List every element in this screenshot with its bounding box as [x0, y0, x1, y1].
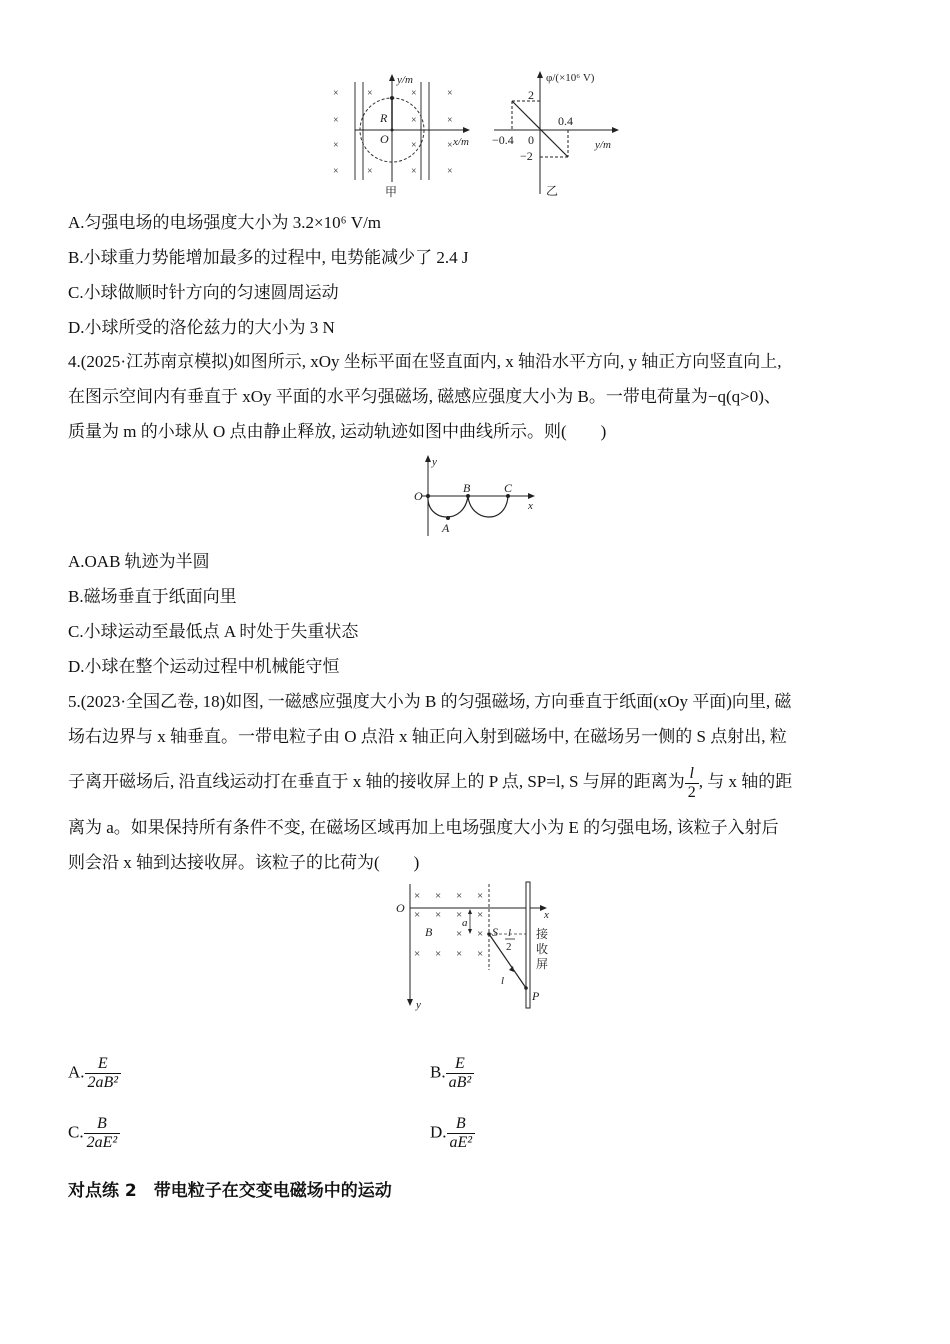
x-axis-label: x/m [453, 136, 469, 148]
tick-0.4: 0.4 [558, 114, 573, 128]
cross-mark: × [414, 890, 421, 902]
option-prefix: B. [430, 1062, 446, 1082]
figure-yi [488, 68, 638, 200]
cross-mark: × [447, 140, 453, 151]
point-o-label: O [414, 489, 423, 503]
figure-caption: 甲 [385, 185, 398, 199]
tick-0: 0 [528, 133, 534, 147]
cross-mark: × [367, 166, 373, 177]
q4-stem-line-3: 质量为 m 的小球从 O 点由静止释放, 运动轨迹如图中曲线所示。则( ) [68, 422, 607, 441]
q5-line3-text-a: 子离开磁场后, 沿直线运动打在垂直于 x 轴的接收屏上的 P 点, SP=l, S 与屏的距离为 [68, 772, 685, 791]
figure-caption: 乙 [546, 184, 559, 198]
y-axis-label: y/m [595, 139, 611, 151]
fraction-denominator: aE² [447, 1133, 476, 1152]
q4-option-b: B.磁场垂直于纸面向里 [68, 587, 237, 606]
cross-mark: × [411, 166, 417, 177]
q5-option-d [430, 1115, 475, 1152]
option-fraction [84, 1115, 121, 1152]
q3-option-d: D.小球所受的洛伦兹力的大小为 3 N [68, 318, 335, 337]
cross-mark: × [414, 948, 421, 960]
cross-mark: × [333, 166, 339, 177]
y-axis-label: y [416, 999, 421, 1011]
cross-mark: × [411, 115, 417, 126]
tick-neg0.4: −0.4 [492, 133, 514, 147]
section-heading: 对点练 2 带电粒子在交变电磁场中的运动 [68, 1181, 392, 1201]
fraction-numerator: E [454, 1055, 465, 1072]
option-fraction [85, 1055, 122, 1092]
fraction-numerator: B [96, 1115, 107, 1132]
q5-option-b [430, 1055, 474, 1092]
cross-mark: × [477, 948, 484, 960]
y-axis-label: y/m [397, 74, 413, 86]
tick-neg2: −2 [520, 149, 533, 163]
figure-q5-field-screen [392, 880, 562, 1012]
screen-label-char: 屏 [536, 957, 549, 971]
cross-mark: × [477, 890, 484, 902]
tick-2: 2 [528, 88, 534, 102]
option-prefix: C. [68, 1122, 84, 1142]
cross-mark: × [447, 166, 453, 177]
cross-mark: × [456, 928, 463, 940]
q5-stem-line-4: 离为 a。如果保持所有条件不变, 在磁场区域再加上电场强度大小为 E 的匀强电场, 该粒子入射后 [68, 818, 779, 837]
cross-mark: × [435, 948, 442, 960]
fraction-l-over-2 [685, 765, 699, 802]
x-axis-label: x [544, 909, 549, 921]
option-prefix: D. [430, 1122, 447, 1142]
cross-mark: × [414, 909, 421, 921]
figure-q4-trajectory [408, 452, 548, 538]
screen-label-char: 收 [536, 942, 549, 956]
field-b-label: B [425, 925, 433, 939]
cross-mark: × [456, 909, 463, 921]
cross-mark: × [411, 88, 417, 99]
q5-stem-line-3 [68, 762, 792, 802]
point-s-label: S [492, 925, 498, 939]
fraction-numerator: E [97, 1055, 108, 1072]
cross-mark: × [447, 115, 453, 126]
y-axis-label: y [432, 456, 437, 468]
cross-mark: × [456, 890, 463, 902]
cross-mark: × [411, 140, 417, 151]
point-b-label: B [463, 481, 471, 495]
option-fraction [446, 1055, 475, 1092]
point-c-label: C [504, 481, 513, 495]
q5-stem-line-1: 5.(2023·全国乙卷, 18)如图, 一磁感应强度大小为 B 的匀强磁场, 方向垂直于纸面(xOy 平面)向里, 磁 [68, 692, 792, 711]
option-fraction [447, 1115, 476, 1152]
cross-mark: × [456, 948, 463, 960]
q5-line3-text-b: , 与 x 轴的距 [698, 772, 793, 791]
q5-stem-line-5: 则会沿 x 轴到达接收屏。该粒子的比荷为( ) [68, 853, 420, 872]
q4-option-d: D.小球在整个运动过程中机械能守恒 [68, 657, 340, 676]
q4-option-a: A.OAB 轨迹为半圆 [68, 552, 210, 571]
fraction-denominator: 2aB² [85, 1073, 122, 1092]
q5-stem-line-2: 场右边界与 x 轴垂直。一带电粒子由 O 点沿 x 轴正向入射到磁场中, 在磁场另一侧的 S 点射出, 粒 [68, 727, 787, 746]
q3-option-a: A.匀强电场的电场强度大小为 3.2×10⁶ V/m [68, 213, 382, 232]
cross-mark: × [477, 928, 484, 940]
point-a-label: A [442, 521, 450, 535]
cross-mark: × [333, 115, 339, 126]
q3-option-b: B.小球重力势能增加最多的过程中, 电势能减少了 2.4 J [68, 248, 469, 267]
q4-option-c: C.小球运动至最低点 A 时处于失重状态 [68, 622, 359, 641]
fraction-numerator: l [689, 764, 694, 782]
cross-mark: × [333, 88, 339, 99]
cross-mark: × [333, 140, 339, 151]
length-l-label: l [501, 975, 505, 987]
fraction-denominator: 2 [685, 783, 699, 802]
origin-label: O [396, 901, 405, 915]
screen-label-char: 接 [536, 927, 549, 941]
cross-mark: × [447, 88, 453, 99]
q5-option-c [68, 1115, 120, 1152]
x-axis-label: x [528, 500, 533, 512]
cross-mark: × [477, 909, 484, 921]
option-prefix: A. [68, 1062, 85, 1082]
radius-label: R [380, 111, 388, 125]
q3-option-c: C.小球做顺时针方向的匀速圆周运动 [68, 283, 339, 302]
cross-mark: × [367, 88, 373, 99]
point-p-label: P [532, 989, 540, 1003]
q5-option-a [68, 1055, 121, 1092]
q4-stem-line-1: 4.(2025·江苏南京模拟)如图所示, xOy 坐标平面在竖直面内, x 轴沿水平方向, y 轴正方向竖直向上, [68, 352, 782, 371]
fraction-denominator: aB² [446, 1073, 475, 1092]
distance-a-label: a [462, 917, 468, 929]
cross-mark: × [435, 890, 442, 902]
q4-stem-line-2: 在图示空间内有垂直于 xOy 平面的水平匀强磁场, 磁感应强度大小为 B。一带电荷量为−q(q>0)、 [68, 387, 781, 406]
half-l-denominator: 2 [506, 941, 512, 953]
magnetic-field-crosses [333, 88, 453, 177]
fraction-denominator: 2aE² [84, 1133, 121, 1152]
figure-jia [325, 70, 475, 200]
cross-mark: × [435, 909, 442, 921]
origin-label: O [380, 132, 389, 146]
fraction-numerator: B [455, 1115, 466, 1132]
phi-axis-label: φ/(×10⁶ V) [546, 72, 595, 84]
half-l-numerator: l [508, 927, 512, 939]
